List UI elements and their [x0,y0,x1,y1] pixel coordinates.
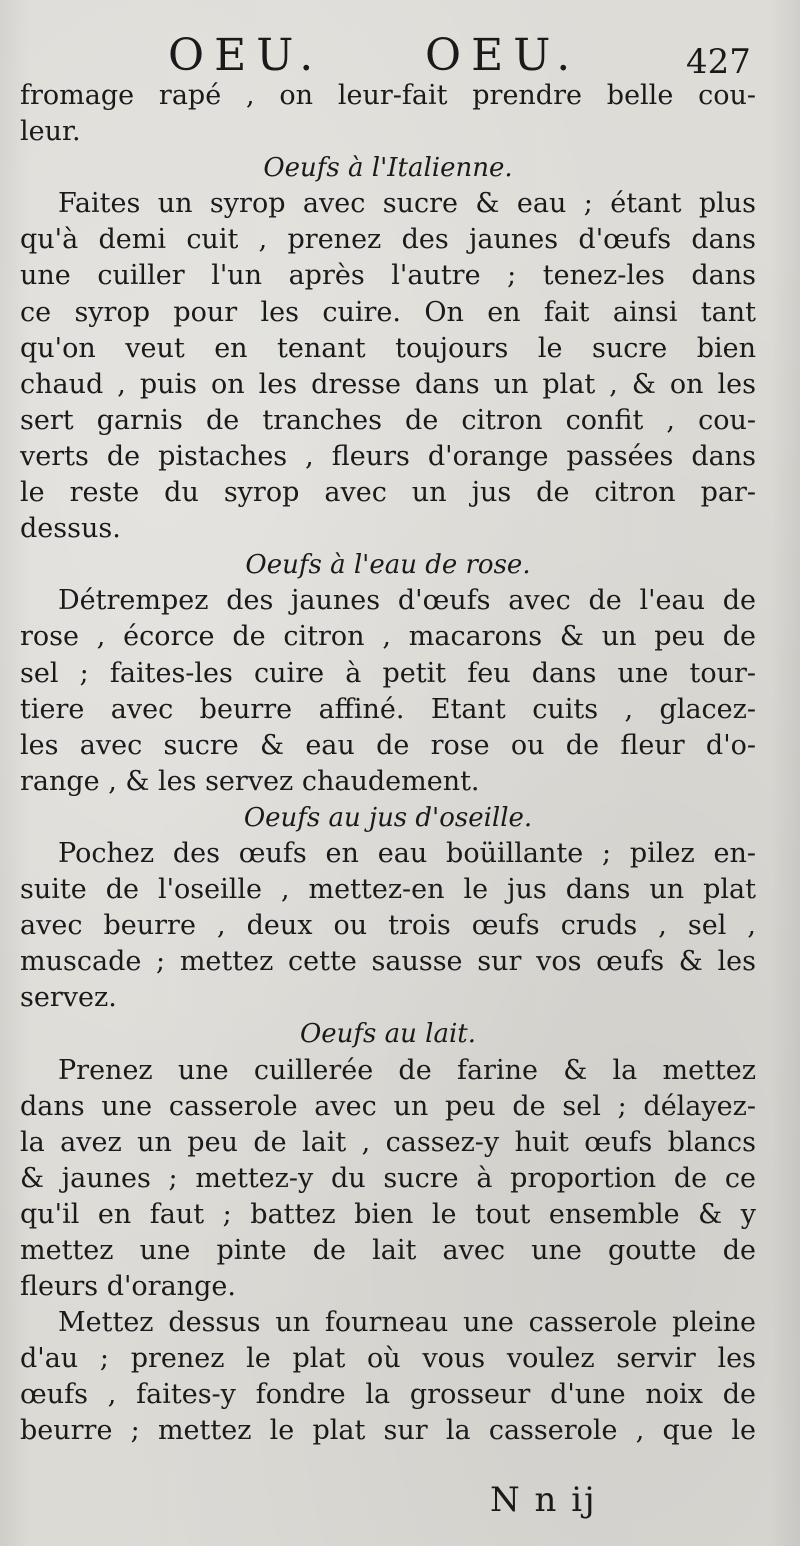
text-line: muscade ; mettez cette sausse sur vos œufs & les [20,946,756,978]
text-line: dessus. [20,513,121,545]
text-line: la avez un peu de lait , cassez-y huit œufs blancs [20,1126,756,1158]
text-line: sert garnis de tranches de citron confit , cou- [20,404,756,436]
text-line: qu'à demi cuit , prenez des jaunes d'œufs dans [20,224,756,256]
text-line: leur. [20,116,81,148]
text-line: dans une casserole avec un peu de sel ; délayez- [20,1090,756,1122]
text-line: sel ; faites-les cuire à petit feu dans une tour- [20,657,756,689]
text-line: suite de l'oseille , mettez-en le jus dans un plat [20,874,756,906]
text-line: mettez une pinte de lait avec une goutte de [20,1235,756,1266]
signature-mark: N n ij [490,1480,597,1520]
text-line: qu'il en faut ; battez bien le tout ensemble & y [20,1198,756,1230]
text-line: Faites un syrop avec sucre & eau ; étant plus [58,188,756,220]
text-line: d'au ; prenez le plat où vous voulez servir les [20,1343,756,1375]
text-line: rose , écorce de citron , macarons & un peu de [20,621,756,653]
text-line: ce syrop pour les cuire. On en fait ainsi tant [20,296,756,328]
running-head-left: OEU. [168,30,324,81]
recipe-heading: Oeufs à l'Italienne. [263,153,513,184]
text-line: & jaunes ; mettez-y du sucre à proportion de ce [20,1162,756,1194]
text-line: tiere avec beurre affiné. Etant cuits , glacez- [20,693,756,725]
text-line: Mettez dessus un fourneau une casserole pleine [58,1307,756,1339]
text-line: œufs , faites-y fondre la grosseur d'une noix de [20,1379,756,1411]
text-line: avec beurre , deux ou trois œufs cruds , sel , [20,910,756,942]
text-line: le reste du syrop avec un jus de citron par- [20,477,756,509]
page-number: 427 [686,42,751,82]
text-line: chaud , puis on les dresse dans un plat , & on les [20,368,756,400]
text-line: range , & les servez chaudement. [20,765,480,797]
text-line: une cuiller l'un après l'autre ; tenez-les dans [20,260,756,292]
text-line: Détrempez des jaunes d'œufs avec de l'eau de [58,585,756,617]
recipe-heading: Oeufs au lait. [299,1019,477,1050]
recipe-heading: Oeufs au jus d'oseille. [243,802,533,833]
text-line: fleurs d'orange. [20,1271,236,1303]
text-line: beurre ; mettez le plat sur la casserole , que le [20,1415,756,1447]
text-line: qu'on veut en tenant toujours le sucre bien [20,332,756,364]
text-line: Prenez une cuillerée de farine & la mettez [58,1054,756,1086]
text-line: Pochez des œufs en eau boüillante ; pilez en- [58,837,756,869]
page-body-text [20,78,756,1450]
recipe-heading: Oeufs à l'eau de rose. [245,550,531,581]
text-line: verts de pistaches , fleurs d'orange passées dans [20,440,756,472]
text-line: servez. [20,982,117,1014]
text-line: fromage rapé , on leur-fait prendre belle cou- [20,80,756,111]
running-head-right: OEU. [425,30,581,81]
text-line: les avec sucre & eau de rose ou de fleur d'o- [20,729,756,761]
